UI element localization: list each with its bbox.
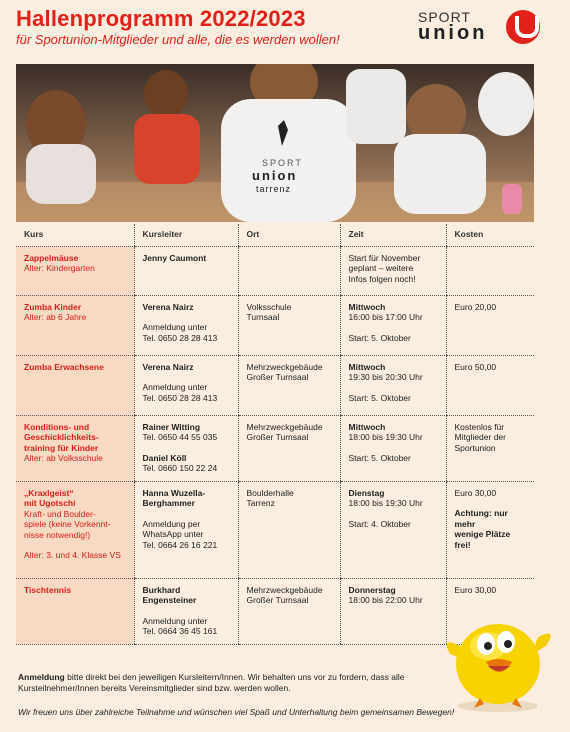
course-age: Alter: ab 6 Jahre [24, 312, 87, 322]
mascot-chick-icon [440, 606, 558, 714]
cell-kurs [16, 415, 134, 481]
registration-phone: Tel. 0650 28 28 413 [142, 332, 218, 343]
cell-kosten [446, 355, 534, 415]
cell-kurs [16, 578, 134, 644]
header-zeit: Zeit [340, 224, 446, 246]
start-date: Start: 5. Oktober [348, 452, 411, 463]
cell-kosten [446, 415, 534, 481]
time-range: 19:30 bis 20:30 Uhr [348, 372, 423, 382]
price-line: Kostenlos für [454, 421, 505, 432]
cell-kurs [16, 355, 134, 415]
course-name: Zumba Erwachsene [24, 361, 104, 372]
cell-zeit [340, 415, 446, 481]
shirt-place-text: tarrenz [256, 184, 292, 194]
location-line: Tarrenz [246, 498, 275, 508]
table-row [16, 355, 534, 415]
cell-kosten [446, 246, 534, 295]
logo-u-icon [506, 10, 540, 44]
price: Euro 50,00 [454, 361, 497, 372]
cell-kosten [446, 481, 534, 578]
registration-text: Anmeldung unter [142, 382, 208, 392]
course-name-line: „Kraxlgeist“ [24, 487, 74, 498]
course-age: Alter: ab Volksschule [24, 453, 103, 463]
instructor-phone: Tel. 0660 150 22 24 [142, 463, 218, 473]
instructor-name-line: Berghammer [142, 498, 195, 508]
instructor-name-line: Hanna Wuzella- [142, 487, 206, 498]
registration-text: Anmeldung unter [142, 322, 208, 332]
price: Euro 30,00 [454, 487, 497, 498]
availability-note: wenige Plätze frei! [454, 529, 511, 550]
table-row [16, 415, 534, 481]
time-range: 18:00 bis 19:30 Uhr [348, 432, 423, 442]
course-name-line: Geschicklichkeits- [24, 432, 99, 442]
registration-phone: Tel. 0664 26 16 221 [142, 539, 218, 550]
location-line: Boulderhalle [246, 487, 294, 498]
course-name-line: Konditions- und [24, 421, 90, 432]
instructor-name-line: Burkhard [142, 584, 181, 595]
cell-ort [238, 415, 340, 481]
instructor-name: Verena Nairz [142, 361, 194, 372]
location-line: Großer Turnsaal [246, 595, 309, 605]
course-info-line: spiele (keine Vorkennt- [24, 519, 111, 529]
instructor-phone: Tel. 0650 44 55 035 [142, 432, 218, 442]
course-age: Alter: 3. und 4. Klasse VS [24, 550, 121, 560]
registration-phone: Tel. 0650 28 28 413 [142, 392, 218, 403]
closing-note: Wir freuen uns über zahlreiche Teilnahme und wünschen viel Spaß und Unterhaltung beim gemeinsamen Bewegen! [18, 707, 455, 717]
weekday: Mittwoch [348, 301, 386, 312]
cell-zeit [340, 246, 446, 295]
time-range: 18:00 bis 22:00 Uhr [348, 595, 423, 605]
course-age: Alter: Kindergarten [24, 263, 95, 273]
instructor-name: Jenny Caumont [142, 252, 207, 263]
header-ort: Ort [238, 224, 340, 246]
cell-zeit [340, 355, 446, 415]
course-info-line: nisse notwendig!) [24, 529, 91, 540]
instructor-name-line: Engensteiner [142, 595, 197, 605]
cell-ort [238, 578, 340, 644]
cell-leiter [134, 415, 238, 481]
page-subtitle: für Sportunion-Mitglieder und alle, die es werden wollen! [16, 32, 340, 47]
price: Euro 20,00 [454, 301, 497, 312]
registration-text: WhatsApp unter [142, 529, 204, 539]
weekday: Mittwoch [348, 421, 386, 432]
course-name: Tischtennis [24, 584, 72, 595]
cell-ort [238, 295, 340, 355]
sportunion-logo [414, 8, 539, 48]
instructor-name: Verena Nairz [142, 301, 194, 312]
weekday: Donnerstag [348, 584, 396, 595]
time-line: Infos folgen noch! [348, 273, 416, 284]
table-row [16, 295, 534, 355]
time-range: 18:00 bis 19:30 Uhr [348, 498, 423, 508]
cell-zeit [340, 295, 446, 355]
location-line: Mehrzweckgebäude [246, 421, 323, 432]
price-line: Sportunion [454, 442, 496, 453]
cell-ort [238, 355, 340, 415]
shirt-sport-text: SPORT [262, 158, 303, 168]
weekday: Mittwoch [348, 361, 386, 372]
header-photo [16, 64, 534, 222]
table-row [16, 246, 534, 295]
cell-leiter [134, 355, 238, 415]
registration-phone: Tel. 0664 36 45 161 [142, 626, 218, 636]
start-date: Start: 5. Oktober [348, 392, 411, 403]
program-table-wrapper [16, 224, 534, 645]
location-line: Turnsaal [246, 312, 280, 322]
course-name: Zappelmäuse [24, 252, 79, 263]
header-kurs: Kurs [16, 224, 134, 246]
start-date: Start: 4. Oktober [348, 518, 411, 529]
availability-note: Achtung: nur mehr [454, 508, 508, 529]
children-photo-illustration [16, 64, 534, 222]
registration-notice-label: Anmeldung [18, 672, 65, 682]
time-line: Start für November [348, 252, 421, 263]
start-date: Start: 5. Oktober [348, 332, 411, 343]
logo-sport-text: SPORT [418, 9, 471, 25]
page-title: Hallenprogramm 2022/2023 [16, 6, 306, 31]
registration-text: Anmeldung unter [142, 615, 208, 626]
logo-union-text: union [418, 22, 488, 44]
cell-leiter [134, 578, 238, 644]
instructor-name: Rainer Witting [142, 421, 201, 432]
cell-kurs [16, 481, 134, 578]
cell-ort [238, 481, 340, 578]
registration-notice-text: bitte direkt bei den jeweiligen Kursleitern/Innen. Wir behalten uns vor zu fordern, dass alle Kursteilnehmer/Innen bereits Vereinsmitglieder sind bzw. werden wollen. [18, 672, 405, 693]
location-line: Mehrzweckgebäude [246, 361, 323, 372]
header-kursleiter: Kursleiter [134, 224, 238, 246]
cell-kosten [446, 295, 534, 355]
program-table [16, 224, 534, 645]
table-row [16, 481, 534, 578]
registration-text: Anmeldung per [142, 518, 201, 529]
cell-kurs [16, 246, 134, 295]
location-line: Volksschule [246, 301, 292, 312]
cell-ort [238, 246, 340, 295]
cell-leiter [134, 481, 238, 578]
course-name-line: training für Kinder [24, 442, 99, 453]
course-name: Zumba Kinder [24, 301, 82, 312]
instructor-name: Daniel Köll [142, 452, 187, 463]
cell-kurs [16, 295, 134, 355]
location-line: Großer Turnsaal [246, 372, 309, 382]
location-line: Großer Turnsaal [246, 432, 309, 442]
course-name-line: mit Ugotschi [24, 498, 76, 508]
location-line: Mehrzweckgebäude [246, 584, 323, 595]
price: Euro 30,00 [454, 584, 497, 595]
shirt-union-text: union [252, 168, 298, 183]
time-line: geplant – weitere [348, 263, 414, 273]
time-range: 16:00 bis 17:00 Uhr [348, 312, 423, 322]
table-header-row [16, 224, 534, 246]
cell-zeit [340, 481, 446, 578]
cell-leiter [134, 246, 238, 295]
weekday: Dienstag [348, 487, 385, 498]
cell-leiter [134, 295, 238, 355]
course-info-line: Kraft- und Boulder- [24, 508, 96, 519]
registration-notice [18, 672, 438, 694]
price-line: Mitglieder der [454, 432, 506, 442]
cell-zeit [340, 578, 446, 644]
header-kosten: Kosten [446, 224, 534, 246]
